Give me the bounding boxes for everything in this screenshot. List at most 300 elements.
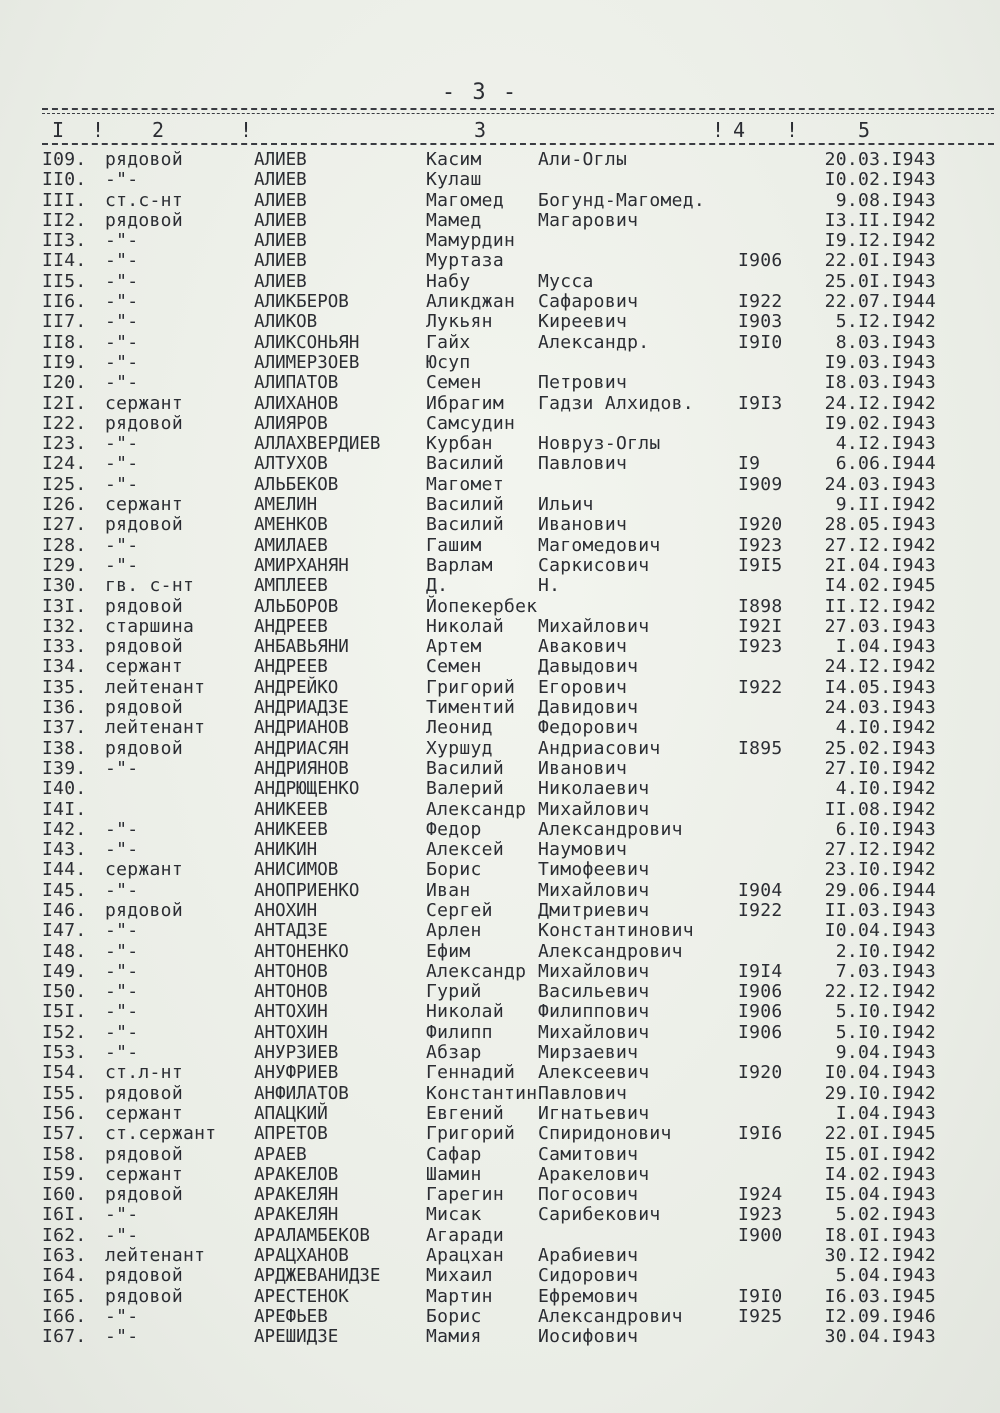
date-of-death: 4.I2.I943 <box>835 433 936 455</box>
row-number: I37. <box>42 717 87 739</box>
row-number: I48. <box>42 940 87 962</box>
record-row <box>0 1124 1000 1144</box>
patronymic: Давыдович <box>538 656 639 678</box>
record-row <box>0 962 1000 982</box>
surname: АНИКЕЕВ <box>254 799 328 820</box>
record-row <box>0 1104 1000 1124</box>
record-row <box>0 657 1000 677</box>
patronymic: Саркисович <box>538 554 650 576</box>
patronymic: Сарибекович <box>538 1204 661 1226</box>
date-of-death: 22.I2.I942 <box>824 981 936 1003</box>
surname: АНИСИМОВ <box>254 860 339 881</box>
row-number: I52. <box>42 1021 87 1043</box>
surname: АЛЛАХВЕРДИЕВ <box>254 434 381 455</box>
military-rank: -"- <box>105 351 139 373</box>
military-rank: -"- <box>105 1204 139 1226</box>
birth-year: I924 <box>738 1184 783 1206</box>
military-rank: лейтенант <box>105 676 206 698</box>
first-name: Хуршуд <box>426 737 493 759</box>
row-number: I38. <box>42 737 87 759</box>
row-number: II8. <box>42 331 87 353</box>
row-number: I46. <box>42 899 87 921</box>
military-rank: -"- <box>105 757 139 779</box>
header-rule-bottom <box>42 143 994 145</box>
first-name: Семен <box>426 372 482 394</box>
birth-year: I92I <box>738 615 783 637</box>
military-rank: рядовой <box>105 1265 183 1287</box>
first-name: Юсуп <box>426 351 471 373</box>
header-rule-top-inner <box>42 113 994 114</box>
surname: АНДРИАНОВ <box>254 718 349 739</box>
patronymic: Ефремович <box>538 1285 639 1307</box>
date-of-death: I5.0I.I942 <box>824 1143 936 1165</box>
patronymic: Самитович <box>538 1143 639 1165</box>
patronymic: Давидович <box>538 697 639 719</box>
record-row <box>0 556 1000 576</box>
birth-year: I923 <box>738 636 783 658</box>
row-number: II4. <box>42 250 87 272</box>
first-name: Ефим <box>426 940 471 962</box>
surname: АМПЛЕЕВ <box>254 576 328 597</box>
record-row <box>0 353 1000 373</box>
surname: АРАЛАМБЕКОВ <box>254 1225 370 1246</box>
birth-year: I9I6 <box>738 1123 783 1145</box>
record-row <box>0 881 1000 901</box>
patronymic: Иванович <box>538 514 628 536</box>
surname: АЛИКБЕРОВ <box>254 292 349 313</box>
first-name: Гурий <box>426 981 482 1003</box>
row-number: I25. <box>42 473 87 495</box>
patronymic: Новруз-Оглы <box>538 433 661 455</box>
patronymic: Александр. <box>538 331 650 353</box>
patronymic: Михайлович <box>538 615 650 637</box>
record-row <box>0 1165 1000 1185</box>
military-rank: -"- <box>105 473 139 495</box>
record-row <box>0 1266 1000 1286</box>
date-of-death: 7.03.I943 <box>835 960 936 982</box>
row-number: I47. <box>42 920 87 942</box>
surname: АМИЛАЕВ <box>254 535 328 556</box>
surname: АРАЦХАНОВ <box>254 1246 349 1267</box>
surname: АМЕЛИН <box>254 495 318 516</box>
first-name: Сафар <box>426 1143 482 1165</box>
military-rank: -"- <box>105 1326 139 1348</box>
record-row <box>0 1226 1000 1246</box>
military-rank: ст.сержант <box>105 1123 217 1145</box>
surname: АНДРИАСЯН <box>254 738 349 759</box>
record-row <box>0 678 1000 698</box>
surname: АНТАДЗЕ <box>254 921 328 942</box>
row-number: I27. <box>42 514 87 536</box>
date-of-death: I4.05.I943 <box>824 676 936 698</box>
date-of-death: 27.03.I943 <box>824 615 936 637</box>
surname: АРЕШИДЗЕ <box>254 1327 339 1348</box>
record-row <box>0 373 1000 393</box>
military-rank: -"- <box>105 839 139 861</box>
column-separator: ! <box>92 118 105 142</box>
row-number: I65. <box>42 1285 87 1307</box>
surname: АРАКЕЛЯН <box>254 1205 339 1226</box>
military-rank: -"- <box>105 1042 139 1064</box>
date-of-death: II.I2.I942 <box>824 595 936 617</box>
military-rank: -"- <box>105 1224 139 1246</box>
first-name: Абзар <box>426 1042 482 1064</box>
first-name: Иван <box>426 879 471 901</box>
date-of-death: 29.06.I944 <box>824 879 936 901</box>
row-number: I24. <box>42 453 87 475</box>
first-name: Мамурдин <box>426 230 516 252</box>
surname: АМЕНКОВ <box>254 515 328 536</box>
military-rank: -"- <box>105 331 139 353</box>
surname: АЛИКСОНЬЯН <box>254 332 360 353</box>
column-header-4: 4 <box>733 118 746 142</box>
birth-year: I903 <box>738 311 783 333</box>
record-row <box>0 312 1000 332</box>
military-rank: -"- <box>105 433 139 455</box>
record-row <box>0 333 1000 353</box>
birth-year: I906 <box>738 981 783 1003</box>
record-row <box>0 1287 1000 1307</box>
row-number: I35. <box>42 676 87 698</box>
military-rank: гв. с-нт <box>105 575 195 597</box>
record-row <box>0 617 1000 637</box>
surname: АЛИЕВ <box>254 210 307 231</box>
first-name: Курбан <box>426 433 493 455</box>
patronymic: Али-Оглы <box>538 149 628 170</box>
military-rank: рядовой <box>105 1184 183 1206</box>
row-number: II3. <box>42 230 87 252</box>
birth-year: I9I0 <box>738 331 783 353</box>
birth-year: I923 <box>738 534 783 556</box>
military-rank: -"- <box>105 291 139 313</box>
birth-year: I904 <box>738 879 783 901</box>
record-row <box>0 536 1000 556</box>
date-of-death: II.03.I943 <box>824 899 936 921</box>
record-row <box>0 637 1000 657</box>
patronymic: Филиппович <box>538 1001 650 1023</box>
row-number: I53. <box>42 1042 87 1064</box>
record-row <box>0 1185 1000 1205</box>
record-row <box>0 800 1000 820</box>
first-name: Леонид <box>426 717 493 739</box>
record-row <box>0 921 1000 941</box>
birth-year: I906 <box>738 1001 783 1023</box>
patronymic: Егорович <box>538 676 628 698</box>
military-rank: -"- <box>105 270 139 292</box>
date-of-death: I.04.I943 <box>835 636 936 658</box>
patronymic: Арабиевич <box>538 1245 639 1267</box>
patronymic: Михайлович <box>538 1021 650 1043</box>
patronymic: Павлович <box>538 453 628 475</box>
records-list <box>0 150 1000 1348</box>
military-rank: старшина <box>105 615 195 637</box>
row-number: II2. <box>42 209 87 231</box>
surname: АЛИЕВ <box>254 190 307 211</box>
row-number: I33. <box>42 636 87 658</box>
military-rank: -"- <box>105 169 139 191</box>
row-number: I55. <box>42 1082 87 1104</box>
date-of-death: 9.08.I943 <box>835 189 936 211</box>
record-row <box>0 1084 1000 1104</box>
military-rank: -"- <box>105 920 139 942</box>
column-header-3: 3 <box>474 118 487 142</box>
record-row <box>0 597 1000 617</box>
military-rank: -"- <box>105 250 139 272</box>
military-rank: рядовой <box>105 636 183 658</box>
first-name: Федор <box>426 818 482 840</box>
date-of-death: 6.06.I944 <box>835 453 936 475</box>
date-of-death: 27.I2.I942 <box>824 534 936 556</box>
date-of-death: I.04.I943 <box>835 1102 936 1124</box>
row-number: I43. <box>42 839 87 861</box>
row-number: I56. <box>42 1102 87 1124</box>
birth-year: I909 <box>738 473 783 495</box>
record-row <box>0 901 1000 921</box>
record-row <box>0 820 1000 840</box>
date-of-death: I8.03.I943 <box>824 372 936 394</box>
military-rank: рядовой <box>105 1285 183 1307</box>
first-name: Василий <box>426 494 504 516</box>
military-rank: -"- <box>105 1305 139 1327</box>
record-row <box>0 515 1000 535</box>
record-row <box>0 272 1000 292</box>
date-of-death: 27.I2.I942 <box>824 839 936 861</box>
surname: АЛИЕВ <box>254 251 307 272</box>
column-separator: ! <box>712 118 725 142</box>
first-name: Гарегин <box>426 1184 504 1206</box>
military-rank: сержант <box>105 1163 183 1185</box>
surname: АЛТУХОВ <box>254 454 328 475</box>
page-number: - 3 - <box>441 80 519 105</box>
date-of-death: 9.II.I942 <box>835 494 936 516</box>
date-of-death: 24.I2.I942 <box>824 392 936 414</box>
first-name: Тиментий <box>426 697 516 719</box>
first-name: Магомед <box>426 189 504 211</box>
surname: АНОХИН <box>254 900 318 921</box>
patronymic: Андриасович <box>538 737 661 759</box>
date-of-death: 24.I2.I942 <box>824 656 936 678</box>
patronymic: Алексеевич <box>538 1062 650 1084</box>
patronymic: Петрович <box>538 372 628 394</box>
date-of-death: 2.I0.I942 <box>835 940 936 962</box>
row-number: I66. <box>42 1305 87 1327</box>
row-number: I26. <box>42 494 87 516</box>
date-of-death: 5.02.I943 <box>835 1204 936 1226</box>
date-of-death: I2.09.I946 <box>824 1305 936 1327</box>
military-rank: рядовой <box>105 514 183 536</box>
surname: АНТОНОВ <box>254 982 328 1003</box>
first-name: Арацхан <box>426 1245 504 1267</box>
military-rank: рядовой <box>105 1143 183 1165</box>
record-row <box>0 414 1000 434</box>
record-row <box>0 1145 1000 1165</box>
row-number: I59. <box>42 1163 87 1185</box>
military-rank: ст.с-нт <box>105 189 183 211</box>
military-rank: ст.л-нт <box>105 1062 183 1084</box>
surname: АНОПРИЕНКО <box>254 880 360 901</box>
military-rank: рядовой <box>105 737 183 759</box>
military-rank: -"- <box>105 1001 139 1023</box>
military-rank: рядовой <box>105 1082 183 1104</box>
record-row <box>0 1043 1000 1063</box>
row-number: III. <box>42 189 87 211</box>
record-row <box>0 1327 1000 1347</box>
date-of-death: I5.04.I943 <box>824 1184 936 1206</box>
first-name: Шамин <box>426 1163 482 1185</box>
row-number: I22. <box>42 412 87 434</box>
first-name: Алексей <box>426 839 504 861</box>
surname: АНУФРИЕВ <box>254 1063 339 1084</box>
row-number: I28. <box>42 534 87 556</box>
date-of-death: 22.0I.I945 <box>824 1123 936 1145</box>
birth-year: I9I0 <box>738 1285 783 1307</box>
row-number: I49. <box>42 960 87 982</box>
first-name: Мартин <box>426 1285 493 1307</box>
first-name: Александр <box>426 798 527 820</box>
date-of-death: I0.04.I943 <box>824 1062 936 1084</box>
column-header-2: 2 <box>152 118 165 142</box>
first-name: Д. <box>426 575 449 597</box>
record-row <box>0 394 1000 414</box>
patronymic: Ильич <box>538 494 594 516</box>
record-row <box>0 475 1000 495</box>
column-separator: ! <box>240 118 253 142</box>
record-row <box>0 434 1000 454</box>
record-row <box>0 982 1000 1002</box>
row-number: I45. <box>42 879 87 901</box>
first-name: Касим <box>426 149 482 170</box>
military-rank: рядовой <box>105 595 183 617</box>
date-of-death: 8.03.I943 <box>835 331 936 353</box>
birth-year: I9 <box>738 453 761 475</box>
patronymic: Васильевич <box>538 981 650 1003</box>
row-number: I09. <box>42 149 87 170</box>
first-name: Борис <box>426 859 482 881</box>
date-of-death: 30.04.I943 <box>824 1326 936 1348</box>
date-of-death: 4.I0.I942 <box>835 778 936 800</box>
surname: АНДРИЯНОВ <box>254 758 349 779</box>
date-of-death: 5.I2.I942 <box>835 311 936 333</box>
record-row <box>0 292 1000 312</box>
record-row <box>0 718 1000 738</box>
row-number: I42. <box>42 818 87 840</box>
military-rank: рядовой <box>105 899 183 921</box>
first-name: Гайх <box>426 331 471 353</box>
military-rank: -"- <box>105 230 139 252</box>
row-number: II6. <box>42 291 87 313</box>
military-rank: -"- <box>105 453 139 475</box>
first-name: Василий <box>426 514 504 536</box>
military-rank: сержант <box>105 656 183 678</box>
row-number: I54. <box>42 1062 87 1084</box>
surname: АНФИЛАТОВ <box>254 1083 349 1104</box>
patronymic: Игнатьевич <box>538 1102 650 1124</box>
record-row <box>0 1002 1000 1022</box>
military-rank: -"- <box>105 372 139 394</box>
record-row <box>0 1307 1000 1327</box>
surname: АНДРЕЙКО <box>254 677 339 698</box>
first-name: Арлен <box>426 920 482 942</box>
patronymic: Магомедович <box>538 534 661 556</box>
first-name: Лукьян <box>426 311 493 333</box>
date-of-death: 5.I0.I942 <box>835 1001 936 1023</box>
first-name: Набу <box>426 270 471 292</box>
patronymic: Н. <box>538 575 561 597</box>
birth-year: I922 <box>738 291 783 313</box>
patronymic: Погосович <box>538 1184 639 1206</box>
first-name: Евгений <box>426 1102 504 1124</box>
surname: АНТОНОВ <box>254 961 328 982</box>
date-of-death: 2I.04.I943 <box>824 554 936 576</box>
birth-year: I898 <box>738 595 783 617</box>
first-name: Артем <box>426 636 482 658</box>
surname: АНБАВЬЯНИ <box>254 637 349 658</box>
record-row <box>0 1023 1000 1043</box>
patronymic: Александрович <box>538 818 683 840</box>
surname: АПРЕТОВ <box>254 1124 328 1145</box>
birth-year: I9I4 <box>738 960 783 982</box>
column-header-5: 5 <box>858 118 871 142</box>
patronymic: Михайлович <box>538 798 650 820</box>
record-row <box>0 251 1000 271</box>
surname: АМИРХАНЯН <box>254 555 349 576</box>
date-of-death: II.08.I942 <box>824 798 936 820</box>
row-number: I58. <box>42 1143 87 1165</box>
date-of-death: 24.03.I943 <box>824 473 936 495</box>
patronymic: Сидорович <box>538 1265 639 1287</box>
patronymic: Мирзаевич <box>538 1042 639 1064</box>
record-row <box>0 1246 1000 1266</box>
column-separator: ! <box>786 118 799 142</box>
military-rank: рядовой <box>105 149 183 170</box>
record-row <box>0 739 1000 759</box>
row-number: I62. <box>42 1224 87 1246</box>
record-row <box>0 454 1000 474</box>
date-of-death: 30.I2.I942 <box>824 1245 936 1267</box>
patronymic: Авакович <box>538 636 628 658</box>
row-number: I2I. <box>42 392 87 414</box>
surname: АРАКЕЛЯН <box>254 1185 339 1206</box>
date-of-death: I9.I2.I942 <box>824 230 936 252</box>
record-row <box>0 576 1000 596</box>
date-of-death: I3.II.I942 <box>824 209 936 231</box>
record-row <box>0 495 1000 515</box>
first-name: Михаил <box>426 1265 493 1287</box>
row-number: I6I. <box>42 1204 87 1226</box>
row-number: I63. <box>42 1245 87 1267</box>
date-of-death: 4.I0.I942 <box>835 717 936 739</box>
date-of-death: 24.03.I943 <box>824 697 936 719</box>
patronymic: Константинович <box>538 920 694 942</box>
surname: АЛИЕВ <box>254 271 307 292</box>
record-row <box>0 759 1000 779</box>
surname: АЛИЕВ <box>254 170 307 191</box>
patronymic: Богунд-Магомед. <box>538 189 706 211</box>
first-name: Сергей <box>426 899 493 921</box>
row-number: I50. <box>42 981 87 1003</box>
first-name: Самсудин <box>426 412 516 434</box>
patronymic: Павлович <box>538 1082 628 1104</box>
birth-year: I925 <box>738 1305 783 1327</box>
surname: АНУРЗИЕВ <box>254 1043 339 1064</box>
surname: АНДРЮЩЕНКО <box>254 779 360 800</box>
date-of-death: 22.07.I944 <box>824 291 936 313</box>
first-name: Аликджан <box>426 291 516 313</box>
surname: АРАЕВ <box>254 1144 307 1165</box>
surname: АНТОХИН <box>254 1022 328 1043</box>
row-number: II9. <box>42 351 87 373</box>
patronymic: Тимофеевич <box>538 859 650 881</box>
